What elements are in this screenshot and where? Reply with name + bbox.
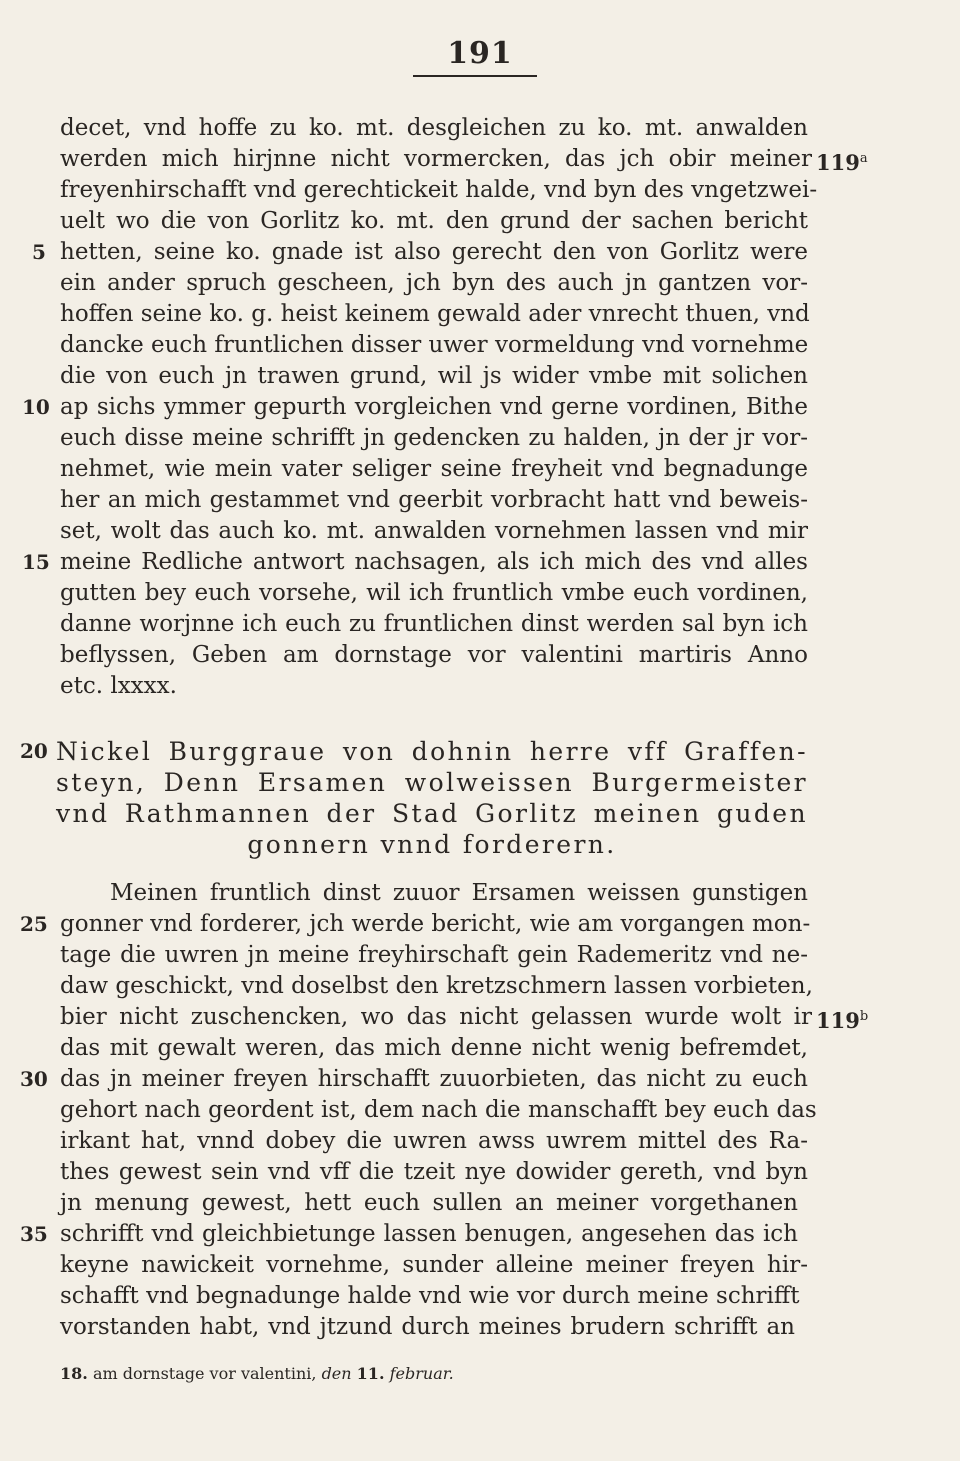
- text-line: schafft vnd begnadunge halde vnd wie vor durch meine schrifft: [60, 1283, 800, 1309]
- letter-heading-line: Nickel Burggraue von dohnin herre vff Graffen-: [56, 737, 808, 766]
- letter-heading-line: vnd Rathmannen der Stad Gorlitz meinen guden: [56, 799, 808, 828]
- letter-heading-line: gonnern vnnd forderern.: [247, 830, 617, 859]
- footnote-italic: den: [321, 1364, 352, 1383]
- text-line: bier nicht zuschencken, wo das nicht gelassen wurde wolt ir: [60, 1004, 812, 1030]
- line-number: 10: [22, 395, 50, 419]
- text-line: das mit gewalt weren, das mich denne nicht wenig befremdet,: [60, 1035, 808, 1061]
- footnote-month: februar.: [389, 1364, 454, 1383]
- text-line: uelt wo die von Gorlitz ko. mt. den grund der sachen bericht: [60, 208, 808, 234]
- line-number: 35: [20, 1222, 48, 1246]
- text-line: meine Redliche antwort nachsagen, als ich mich des vnd alles: [60, 549, 808, 575]
- text-line: gonner vnd forderer, jch werde bericht, wie am vorgangen mon-: [60, 911, 811, 937]
- text-line: tage die uwren jn meine freyhirschaft gein Rademeritz vnd ne-: [60, 942, 808, 968]
- text-line: beflyssen, Geben am dornstage vor valentini martiris Anno: [60, 642, 808, 668]
- footnote-number: 18.: [60, 1364, 88, 1383]
- text-line: dancke euch fruntlichen disser uwer vormeldung vnd vornehme: [60, 332, 809, 358]
- margin-reference: 119$^a$: [816, 150, 868, 175]
- line-number: 25: [20, 912, 48, 936]
- line-number: 5: [32, 240, 46, 264]
- text-line: die von euch jn trawen grund, wil js wider vmbe mit solichen: [60, 363, 808, 389]
- text-line: set, wolt das auch ko. mt. anwalden vornehmen lassen vnd mir: [60, 518, 808, 544]
- text-line: keyne nawickeit vornehme, sunder alleine meiner freyen hir-: [60, 1252, 808, 1278]
- text-line: jn menung gewest, hett euch sullen an meiner vorgethanen: [60, 1190, 798, 1216]
- text-line: irkant hat, vnnd dobey die uwren awss uwrem mittel des Ra-: [60, 1128, 808, 1154]
- text-line: decet, vnd hoffe zu ko. mt. desgleichen zu ko. mt. anwalden: [60, 115, 808, 141]
- line-number: 15: [22, 550, 50, 574]
- line-number: 30: [20, 1067, 48, 1091]
- margin-reference: 119$^b$: [816, 1008, 869, 1033]
- text-line: daw geschickt, vnd doselbst den kretzschmern lassen vorbieten,: [60, 973, 813, 999]
- text-line: das jn meiner freyen hirschafft zuuorbieten, das nicht zu euch: [60, 1066, 808, 1092]
- line-number: 20: [20, 739, 48, 763]
- letter-heading-line: steyn, Denn Ersamen wolweissen Burgermeister: [56, 768, 808, 797]
- text-line: danne worjnne ich euch zu fruntlichen dinst werden sal byn ich: [60, 611, 808, 637]
- text-line: Meinen fruntlich dinst zuuor Ersamen weissen gunstigen: [110, 880, 808, 906]
- text-line: werden mich hirjnne nicht vormercken, das jch obir meiner: [60, 146, 812, 172]
- text-line: euch disse meine schrifft jn gedencken zu halden, jn der jr vor-: [60, 425, 808, 451]
- text-line: nehmet, wie mein vater seliger seine freyheit vnd begnadunge: [60, 456, 808, 482]
- text-line: vorstanden habt, vnd jtzund durch meines brudern schrifft an: [60, 1314, 795, 1340]
- text-line: thes gewest sein vnd vff die tzeit nye dowider gereth, vnd byn: [60, 1159, 808, 1185]
- text-line: ein ander spruch gescheen, jch byn des auch jn gantzen vor-: [60, 270, 808, 296]
- footnote-date: 11.: [356, 1364, 385, 1383]
- text-line: freyenhirschafft vnd gerechtickeit halde, vnd byn des vngetzwei-: [60, 177, 818, 203]
- text-line: ap sichs ymmer gepurth vorgleichen vnd gerne vordinen, Bithe: [60, 394, 808, 420]
- text-line: gehort nach geordent ist, dem nach die manschafft bey euch das: [60, 1097, 817, 1123]
- text-line: her an mich gestammet vnd geerbit vorbracht hatt vnd beweis-: [60, 487, 808, 513]
- header-rule: [413, 75, 537, 77]
- text-line: etc. lxxxx.: [60, 673, 177, 699]
- footnote: [60, 1364, 454, 1384]
- text-line: hoffen seine ko. g. heist keinem gewald ader vnrecht thuen, vnd: [60, 301, 810, 327]
- footnote-text: am dornstage vor valentini,: [92, 1364, 317, 1383]
- text-line: schrifft vnd gleichbietunge lassen benugen, angesehen das ich: [60, 1221, 798, 1247]
- text-line: gutten bey euch vorsehe, wil ich fruntlich vmbe euch vordinen,: [60, 580, 808, 606]
- text-line: hetten, seine ko. gnade ist also gerecht den von Gorlitz were: [60, 239, 808, 265]
- page-number: 191: [447, 36, 513, 71]
